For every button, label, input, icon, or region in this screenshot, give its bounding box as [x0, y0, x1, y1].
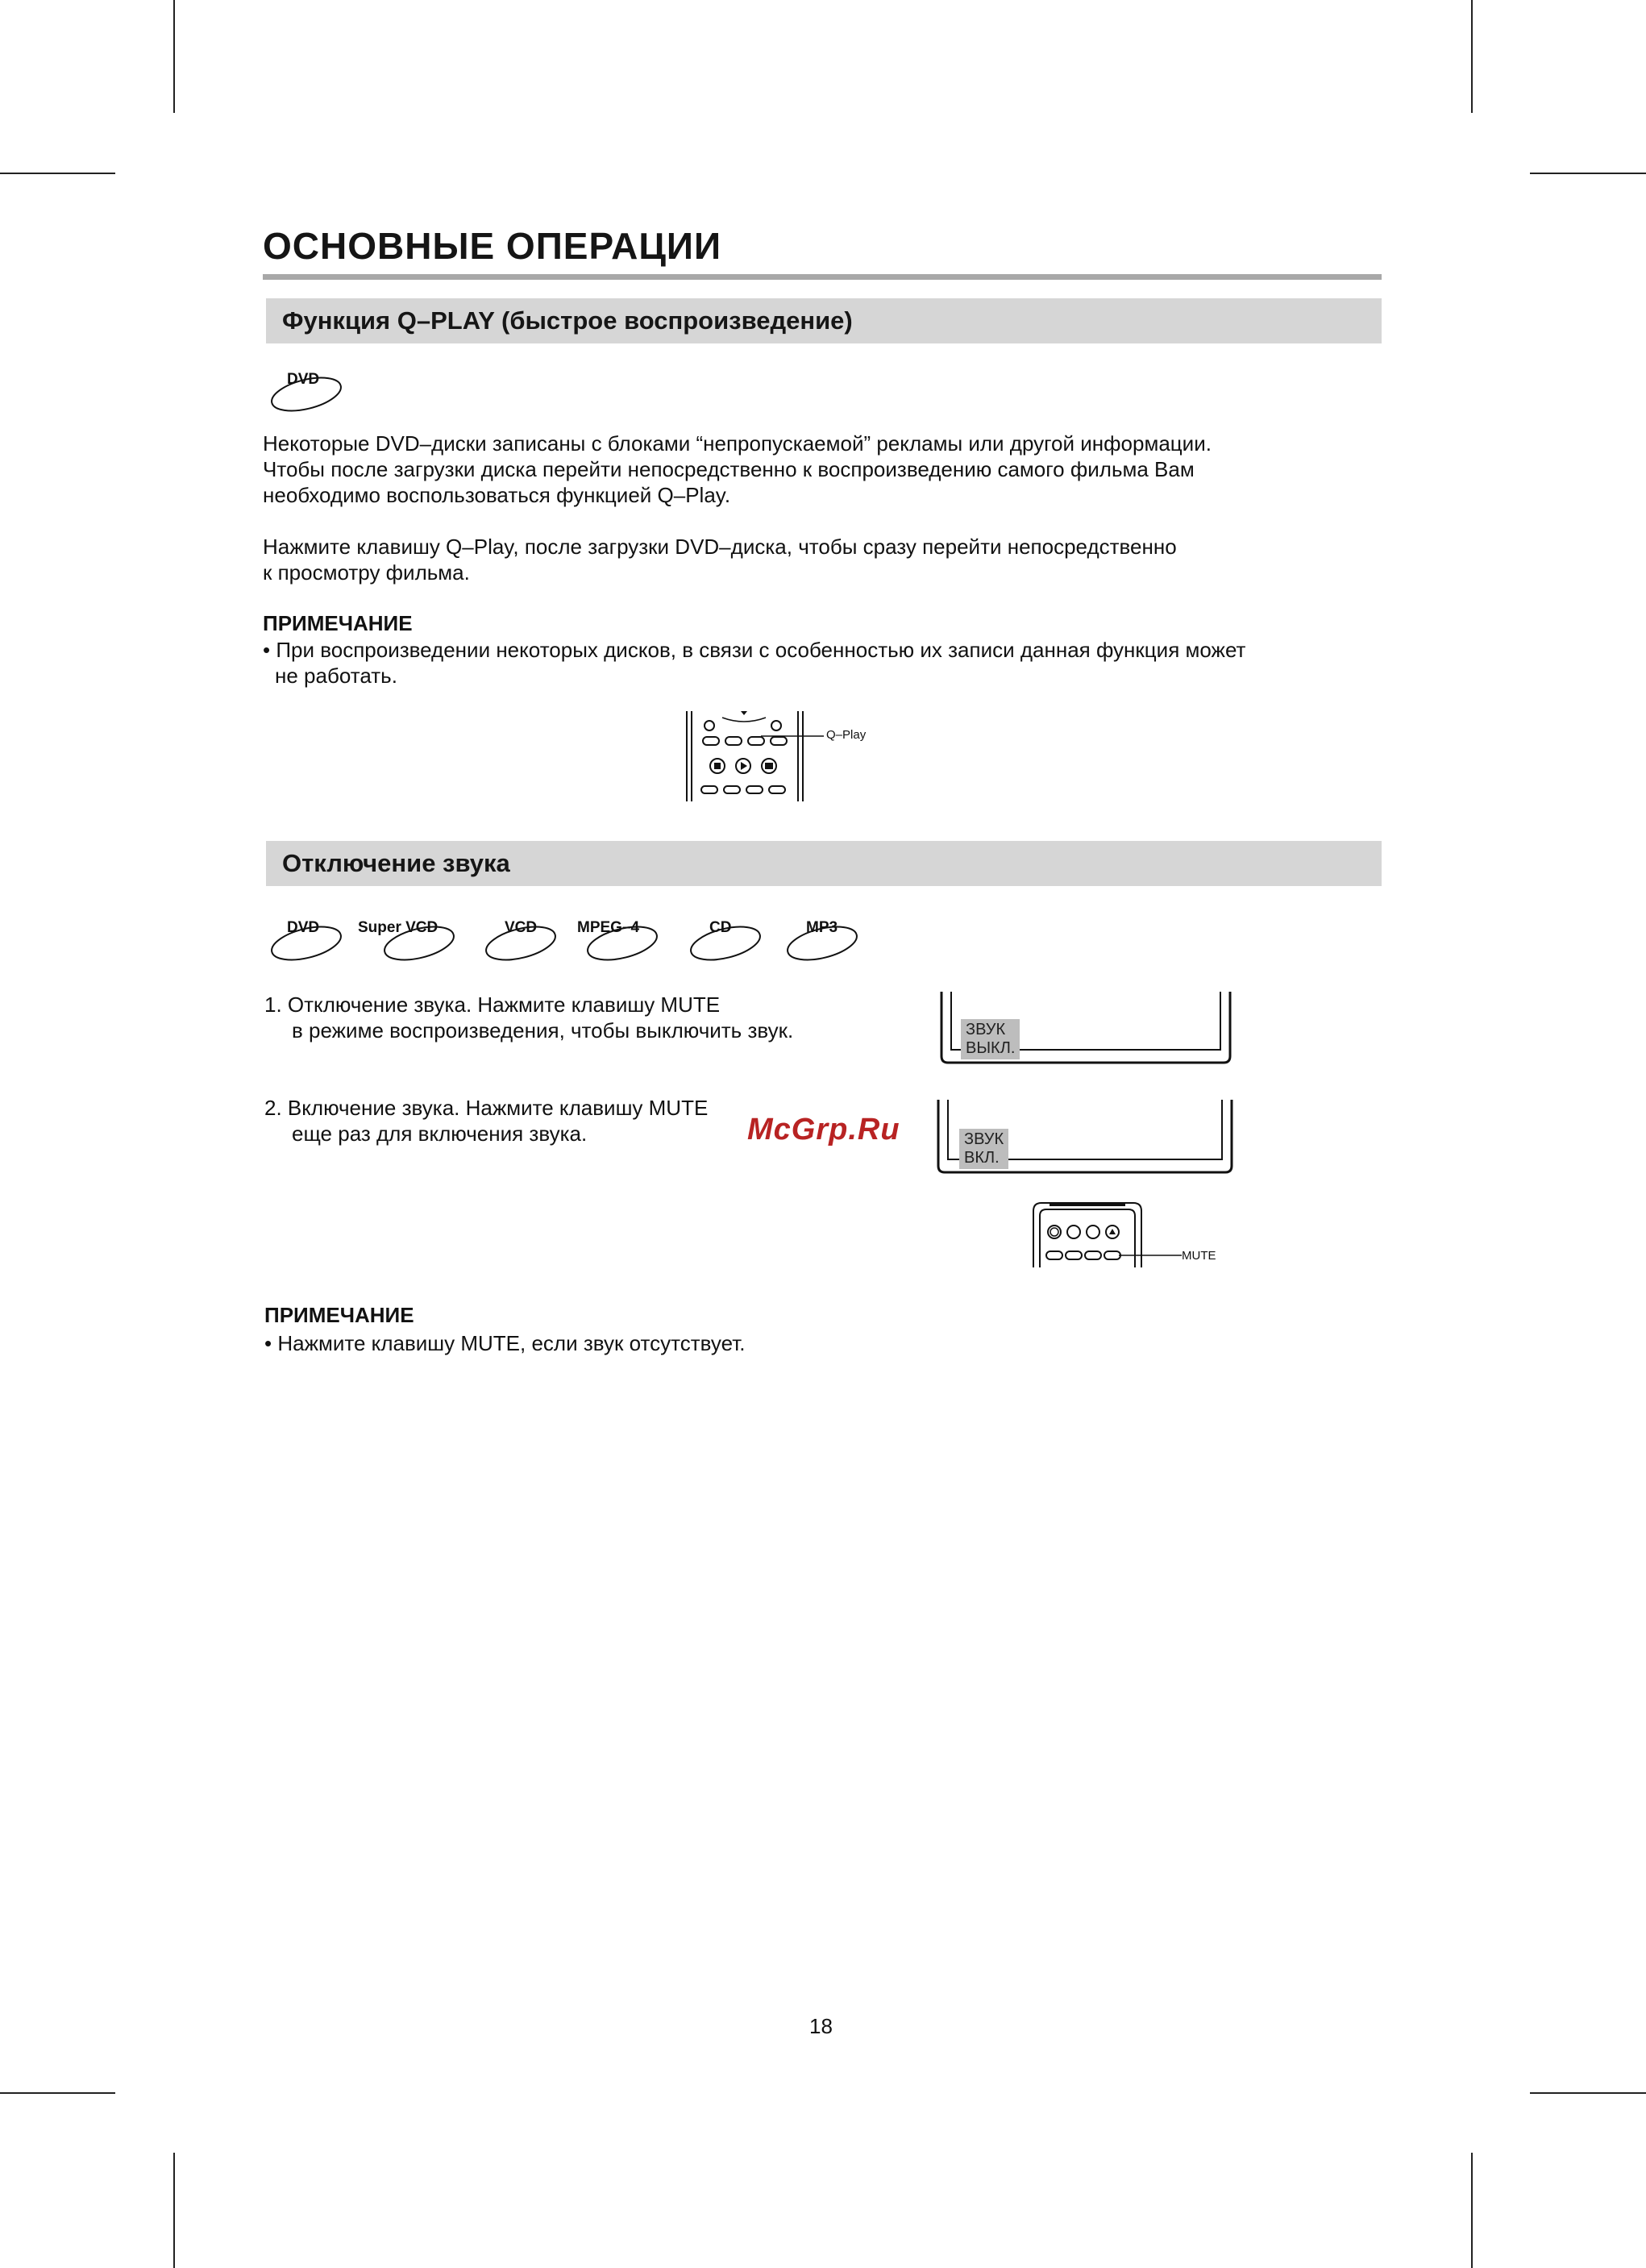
- text-line: не работать.: [275, 664, 397, 688]
- disc-badge-mp3: [782, 918, 871, 964]
- disc-badge-dvd: [266, 918, 355, 964]
- note-text: [264, 1330, 745, 1356]
- disc-badge-vcd: [480, 918, 569, 964]
- page-number: 18: [809, 2014, 833, 2038]
- instruction-paragraph: [263, 534, 1177, 585]
- mute-callout-label: MUTE: [1182, 1249, 1216, 1263]
- text-line: 2. Включение звука. Нажмите клавишу MUTE: [264, 1096, 709, 1120]
- step-2: [264, 1095, 708, 1146]
- osd-message: ЗВУК ВЫКЛ.: [961, 1019, 1020, 1059]
- crop-mark: [1530, 2092, 1646, 2094]
- text-line: Чтобы после загрузки диска перейти непосредственно к воспроизведению самого фильма Вам: [263, 457, 1195, 481]
- text-line: • При воспроизведении некоторых дисков, в связи с особенностью их записи данная функция может: [263, 638, 1246, 662]
- disc-badge-mpeg4: [577, 918, 674, 964]
- badge-label: CD: [709, 919, 732, 936]
- osd-message: ЗВУК ВКЛ.: [959, 1129, 1008, 1169]
- crop-mark: [173, 2153, 175, 2268]
- text-line: в режиме воспроизведения, чтобы выключить звук.: [292, 1018, 794, 1042]
- remote-mute-illustration: [1030, 1200, 1191, 1269]
- note-heading: ПРИМЕЧАНИЕ: [264, 1303, 414, 1327]
- badge-label: MPEG–4: [577, 919, 640, 936]
- badge-label: DVD: [287, 919, 320, 936]
- crop-mark: [1471, 2153, 1473, 2268]
- section-heading-qplay: [266, 298, 1382, 343]
- text-line: 1. Отключение звука. Нажмите клавишу MUTE: [264, 993, 721, 1017]
- badge-label: MP3: [806, 919, 838, 936]
- qplay-callout-label: Q–Play: [826, 728, 867, 742]
- note-heading: ПРИМЕЧАНИЕ: [263, 611, 413, 635]
- disc-badge-super-vcd: [355, 918, 468, 964]
- step-1: [264, 992, 793, 1043]
- watermark: McGrp.Ru: [747, 1113, 900, 1146]
- disc-badge-dvd: [266, 369, 355, 414]
- disc-badge-cd: [685, 918, 774, 964]
- section-heading-text: Функция Q–PLAY (быстрое воспроизведение): [282, 306, 853, 335]
- crop-mark: [0, 2092, 115, 2094]
- note-text: [263, 637, 1245, 689]
- badge-label: Super VCD: [358, 919, 439, 936]
- text-line: • Нажмите клавишу MUTE, если звук отсутствует.: [264, 1331, 746, 1355]
- text-line: еще раз для включения звука.: [292, 1122, 588, 1146]
- crop-mark: [1471, 0, 1473, 113]
- text-line: необходимо воспользоваться функцией Q–Play.: [263, 483, 731, 507]
- badge-label: VCD: [505, 919, 538, 936]
- section-heading-text: Отключение звука: [282, 849, 510, 877]
- badge-label: DVD: [287, 371, 320, 388]
- crop-mark: [173, 0, 175, 113]
- intro-paragraph: [263, 431, 1212, 508]
- crop-mark: [0, 173, 115, 174]
- remote-qplay-illustration: [685, 708, 830, 803]
- section-heading-mute: [266, 841, 1382, 886]
- text-line: к просмотру фильма.: [263, 560, 470, 585]
- text-line: Нажмите клавишу Q–Play, после загрузки DVD–диска, чтобы сразу перейти непосредственно: [263, 535, 1177, 559]
- page-title: ОСНОВНЫЕ ОПЕРАЦИИ: [263, 225, 722, 267]
- title-rule: [263, 274, 1382, 280]
- text-line: Некоторые DVD–диски записаны с блоками “непропускаемой” рекламы или другой информации.: [263, 431, 1212, 456]
- crop-mark: [1530, 173, 1646, 174]
